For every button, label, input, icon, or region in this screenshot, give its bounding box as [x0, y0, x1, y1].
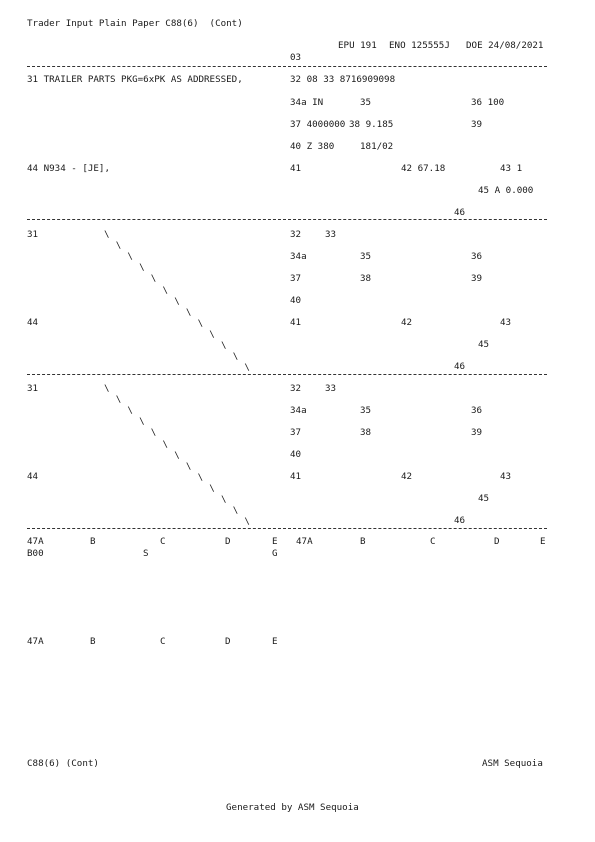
box-39: 39: [471, 427, 483, 438]
slash-mark: \: [209, 482, 215, 494]
slash-mark: \: [115, 240, 122, 252]
tax-col-e: E: [272, 636, 278, 647]
box-33: 33: [325, 229, 337, 240]
box-41: 41: [290, 471, 302, 482]
tax-col-c: C: [160, 536, 166, 547]
box-37: 37 4000000: [290, 119, 346, 130]
slash-mark: \: [104, 383, 110, 394]
box-34a: 34a IN: [290, 97, 324, 108]
box-37: 37: [290, 273, 302, 284]
box-45: 45 A 0.000: [478, 185, 534, 196]
box-38: 38: [360, 273, 372, 284]
slash-mark: \: [139, 262, 145, 274]
tax-col-c: C: [430, 536, 436, 547]
box-46: 46: [454, 361, 466, 372]
eno-field: ENO 125555J: [389, 40, 450, 51]
box-36: 36: [471, 405, 483, 416]
box-45: 45: [478, 339, 490, 350]
slash-mark: \: [150, 427, 157, 439]
slash-mark: \: [185, 306, 192, 318]
box-38: 38: [360, 427, 372, 438]
tax-col-47a: 47A: [296, 536, 313, 547]
box-43: 43 1: [500, 163, 523, 174]
box-31: 31: [27, 383, 39, 394]
box-40: 40: [290, 295, 302, 306]
divider: [27, 219, 547, 220]
box-44: 44: [27, 471, 39, 482]
tax-col-b: B: [360, 536, 366, 547]
tax-col-47a: 47A: [27, 536, 44, 547]
box-40: 40 Z 380: [290, 141, 335, 152]
box-40: 40: [290, 449, 302, 460]
box-46: 46: [454, 207, 466, 218]
box-43: 43: [500, 471, 512, 482]
box-42: 42: [401, 471, 413, 482]
box-38: 38 9.185: [349, 119, 394, 130]
box-36: 36: [471, 251, 483, 262]
box-31: 31: [27, 229, 39, 240]
slash-mark: \: [127, 405, 133, 417]
tax-col-d: D: [225, 536, 231, 547]
box-32: 32: [290, 383, 302, 394]
tax-col-d: D: [494, 536, 500, 547]
tax-value-type: B00: [27, 548, 44, 559]
box-40-ref: 181/02: [360, 141, 394, 152]
box-46: 46: [454, 515, 466, 526]
box-35: 35: [360, 405, 372, 416]
slash-mark: \: [104, 229, 110, 240]
slash-mark: \: [127, 251, 133, 263]
tax-col-b: B: [90, 636, 96, 647]
box-43: 43: [500, 317, 512, 328]
box-34a: 34a: [290, 251, 307, 262]
slash-mark: \: [244, 516, 250, 528]
divider: [27, 374, 547, 375]
tax-col-47a: 47A: [27, 636, 44, 647]
slash-mark: \: [209, 328, 215, 340]
slash-mark: \: [232, 505, 239, 517]
box-36: 36 100: [471, 97, 505, 108]
software-name: ASM Sequoia: [482, 758, 543, 769]
tax-col-e: E: [272, 536, 278, 547]
slash-mark: \: [150, 273, 157, 285]
box-39: 39: [471, 273, 483, 284]
divider: [27, 528, 547, 529]
box-41: 41: [290, 317, 302, 328]
tax-col-c: C: [160, 636, 166, 647]
tax-col-d: D: [225, 636, 231, 647]
doe-field: DOE 24/08/2021: [466, 40, 544, 51]
slash-mark: \: [185, 460, 192, 472]
slash-mark: \: [197, 317, 204, 329]
slash-mark: \: [115, 394, 122, 406]
slash-mark: \: [221, 494, 227, 505]
slash-mark: \: [197, 471, 204, 483]
box-42: 42 67.18: [401, 163, 446, 174]
box-35: 35: [360, 251, 372, 262]
divider: [27, 66, 547, 67]
box-41: 41: [290, 163, 302, 174]
box-44: 44: [27, 317, 39, 328]
tax-col-e: E: [540, 536, 546, 547]
epu-field: EPU 191: [338, 40, 377, 51]
slash-mark: \: [174, 295, 180, 307]
box-45: 45: [478, 493, 490, 504]
slash-mark: \: [232, 351, 239, 363]
slash-mark: \: [162, 438, 169, 450]
generated-by: Generated by ASM Sequoia: [226, 802, 359, 813]
tax-col-b: B: [90, 536, 96, 547]
box-37: 37: [290, 427, 302, 438]
box-39: 39: [471, 119, 483, 130]
tax-value-mop: G: [272, 548, 278, 559]
box-35: 35: [360, 97, 372, 108]
box-31: 31 TRAILER PARTS PKG=6xPK AS ADDRESSED,: [27, 74, 243, 85]
slash-mark: \: [162, 284, 169, 296]
slash-mark: \: [221, 340, 227, 351]
box-33: 33: [325, 383, 337, 394]
form-code: C88(6) (Cont): [27, 758, 99, 769]
box-44: 44 N934 - [JE],: [27, 163, 110, 174]
box-32: 32: [290, 229, 302, 240]
slash-mark: \: [139, 416, 145, 428]
slash-mark: \: [244, 362, 250, 374]
box-34a: 34a: [290, 405, 307, 416]
box-03: 03: [290, 52, 302, 63]
page-title: Trader Input Plain Paper C88(6) (Cont): [27, 18, 243, 29]
slash-mark: \: [174, 449, 180, 461]
box-32: 32 08 33 8716909098: [290, 74, 396, 85]
box-42: 42: [401, 317, 413, 328]
tax-value-method: S: [143, 548, 149, 559]
